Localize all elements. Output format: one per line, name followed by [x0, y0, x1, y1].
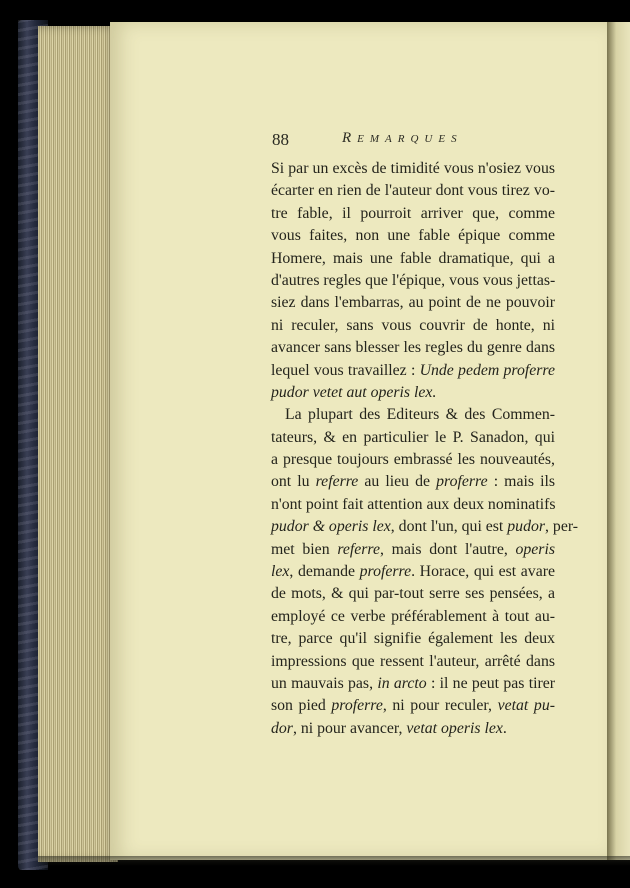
italic-text: proferre [436, 473, 488, 491]
text-line [271, 225, 555, 247]
text-span: un mauvais pas, [271, 674, 378, 692]
italic-text: Unde pedem proferre [419, 361, 555, 379]
text-span: ni reculer, sans vous couvrir de honte, ni [271, 316, 555, 334]
text-span: son pied [271, 697, 332, 715]
text-span: siez dans l'embarras, au point de ne pouvoir [271, 294, 555, 312]
italic-text: vetat pu- [497, 697, 555, 715]
text-span: tre fable, il pourroit arriver que, comme [271, 204, 555, 222]
text-span: n'ont point fait attention aux deux nominatifs [271, 495, 556, 513]
text-line [271, 494, 555, 516]
italic-text: pudor vetet aut operis lex. [271, 383, 437, 401]
text-line [271, 583, 555, 605]
text-span: écarter en rien de l'auteur dont vous tirez vo- [271, 182, 555, 200]
text-span: impressions que ressent l'auteur, arrêté dans [271, 652, 555, 670]
text-line [271, 606, 555, 628]
text-span: avancer sans blesser les regles du genre dans [271, 339, 555, 357]
text-line [271, 695, 555, 717]
text-span: d'autres regles que l'épique, vous vous jettas- [271, 271, 556, 289]
text-span: ont lu [271, 473, 316, 491]
text-line [271, 337, 555, 359]
text-line [271, 539, 555, 561]
text-line [271, 180, 555, 202]
italic-text: referre [315, 473, 359, 491]
italic-text: operis [515, 540, 555, 558]
italic-text: referre [337, 540, 381, 558]
text-span: , ni pour avancer, [292, 719, 407, 737]
text-span: , dont l'un, qui est [390, 518, 508, 536]
text-line [271, 471, 555, 493]
text-span: tre, parce qu'il signifie également les deux [271, 630, 555, 648]
page-header [272, 130, 562, 152]
italic-text: lex [271, 563, 290, 581]
facing-page-edge [607, 22, 630, 860]
text-span: a presque toujours embrassé les nouveautés, [271, 451, 555, 469]
text-line [271, 270, 555, 292]
italic-text: in arcto [377, 674, 427, 692]
text-span: Homere, mais une fable dramatique, qui a [271, 249, 555, 267]
text-line [271, 203, 555, 225]
text-span: . Horace, qui est avare [411, 563, 555, 581]
text-span: Si par un excès de timidité vous n'osiez vous [271, 160, 555, 177]
text-line [271, 516, 579, 538]
text-line [271, 158, 555, 180]
text-span: de mots, & qui par-tout serre ses pensées, a [271, 585, 555, 603]
text-span: tateurs, & en particulier le P. Sanadon, qui [271, 428, 555, 446]
text-span: vous faites, non une fable épique comme [271, 227, 555, 245]
text-line [271, 404, 555, 426]
text-line [271, 561, 555, 583]
text-line [271, 382, 555, 404]
text-span: , per- [545, 518, 579, 536]
text-span: lequel vous travaillez : [271, 361, 420, 379]
text-line [271, 292, 555, 314]
italic-text: dor [271, 719, 293, 737]
text-span: . [502, 719, 507, 737]
text-line [271, 360, 555, 382]
text-line [271, 628, 555, 650]
text-span: : mais ils [487, 473, 555, 491]
text-span: , mais dont l'autre, [380, 540, 516, 558]
text-span: , ni pour reculer, [382, 697, 498, 715]
italic-text: pudor [507, 518, 546, 536]
text-line [271, 449, 555, 471]
body-text [271, 158, 579, 740]
italic-text: proferre [331, 697, 383, 715]
italic-text: vetat operis lex [406, 719, 503, 737]
italic-text: proferre [359, 563, 412, 581]
text-span: au lieu de [358, 473, 437, 491]
text-line [271, 673, 555, 695]
text-line [271, 315, 555, 337]
running-head: Remarques [342, 130, 463, 146]
text-span: met bien [271, 540, 338, 558]
text-span: : il ne peut pas tirer [426, 674, 556, 692]
italic-text: pudor & operis lex [271, 518, 391, 536]
text-line [271, 248, 555, 270]
text-span: La plupart des Editeurs & des Commen- [285, 406, 555, 424]
text-line [271, 427, 555, 449]
page-number: 88 [272, 130, 289, 149]
text-span: employé ce verbe préférablement à tout au- [271, 607, 555, 625]
text-line [271, 718, 555, 740]
text-span: , demande [289, 563, 360, 581]
page-edges [38, 26, 118, 862]
page-shadow [38, 856, 630, 866]
text-line [271, 651, 555, 673]
